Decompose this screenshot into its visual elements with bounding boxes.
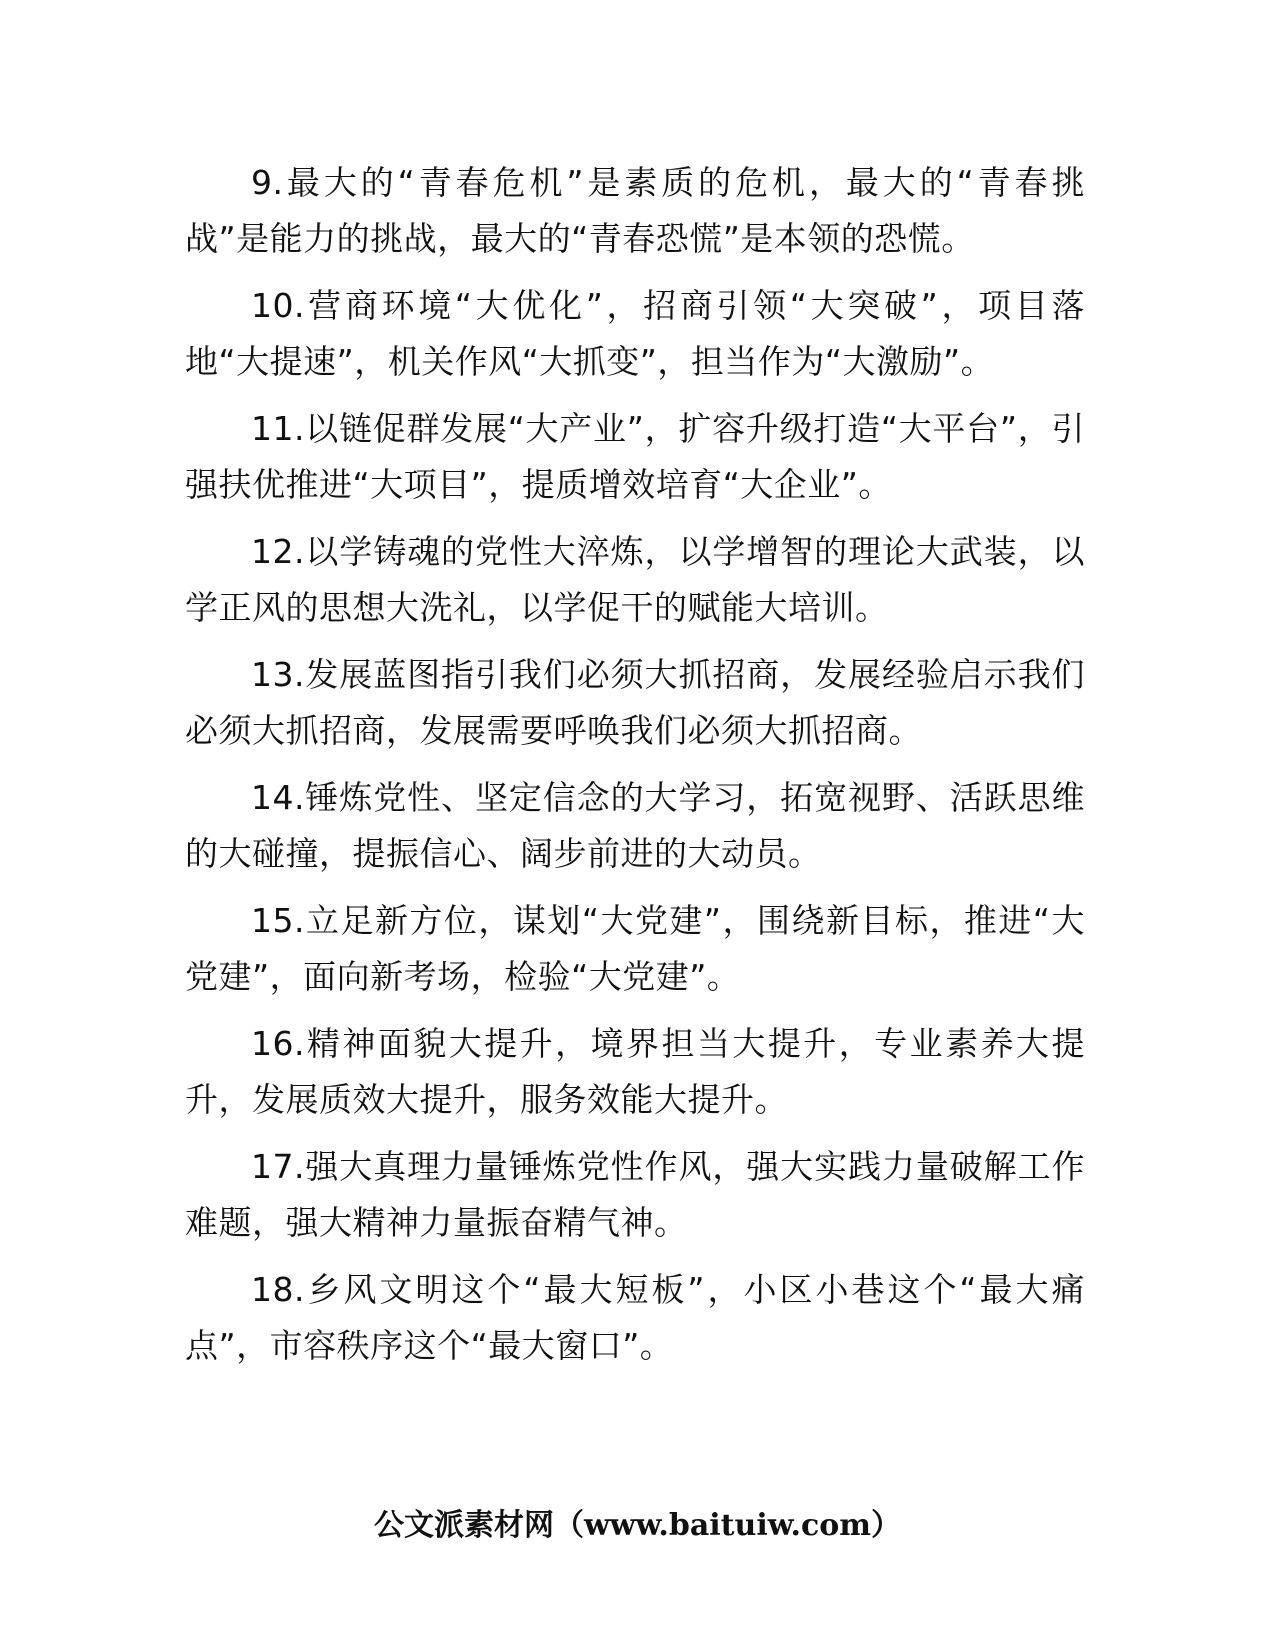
paragraph-15: 15.立足新方位，谋划“大党建”，围绕新目标，推进“大党建”，面向新考场，检验“大党建”。 [185,901,1085,996]
paragraph-18: 18.乡风文明这个“最大短板”，小区小巷这个“最大痛点”，市容秩序这个“最大窗口”。 [185,1270,1085,1365]
paragraph-11: 11.以链促群发展“大产业”，扩容升级打造“大平台”，引强扶优推进“大项目”，提质增效培育“大企业”。 [185,409,1085,504]
paragraph-12: 12.以学铸魂的党性大淬炼，以学增智的理论大武装，以学正风的思想大洗礼，以学促干的赋能大培训。 [185,532,1085,627]
paragraph-17: 17.强大真理力量锤炼党性作风，强大实践力量破解工作难题，强大精神力量振奋精气神。 [185,1147,1085,1242]
paragraph-13: 13.发展蓝图指引我们必须大抓招商，发展经验启示我们必须大抓招商，发展需要呼唤我们必须大抓招商。 [185,655,1085,750]
paragraph-16: 16.精神面貌大提升，境界担当大提升，专业素养大提升，发展质效大提升，服务效能大提升。 [185,1024,1085,1119]
document-body [185,155,1085,1385]
paragraph-9: 9.最大的“青春危机”是素质的危机，最大的“青春挑战”是能力的挑战，最大的“青春恐慌”是本领的恐慌。 [185,163,1085,258]
footer-source: 公文派素材网（www.baituiw.com） [373,1508,902,1543]
paragraph-14: 14.锤炼党性、坚定信念的大学习，拓宽视野、活跃思维的大碰撞，提振信心、阔步前进的大动员。 [185,778,1085,873]
paragraph-10: 10.营商环境“大优化”，招商引领“大突破”，项目落地“大提速”，机关作风“大抓变”，担当作为“大激励”。 [185,286,1085,381]
